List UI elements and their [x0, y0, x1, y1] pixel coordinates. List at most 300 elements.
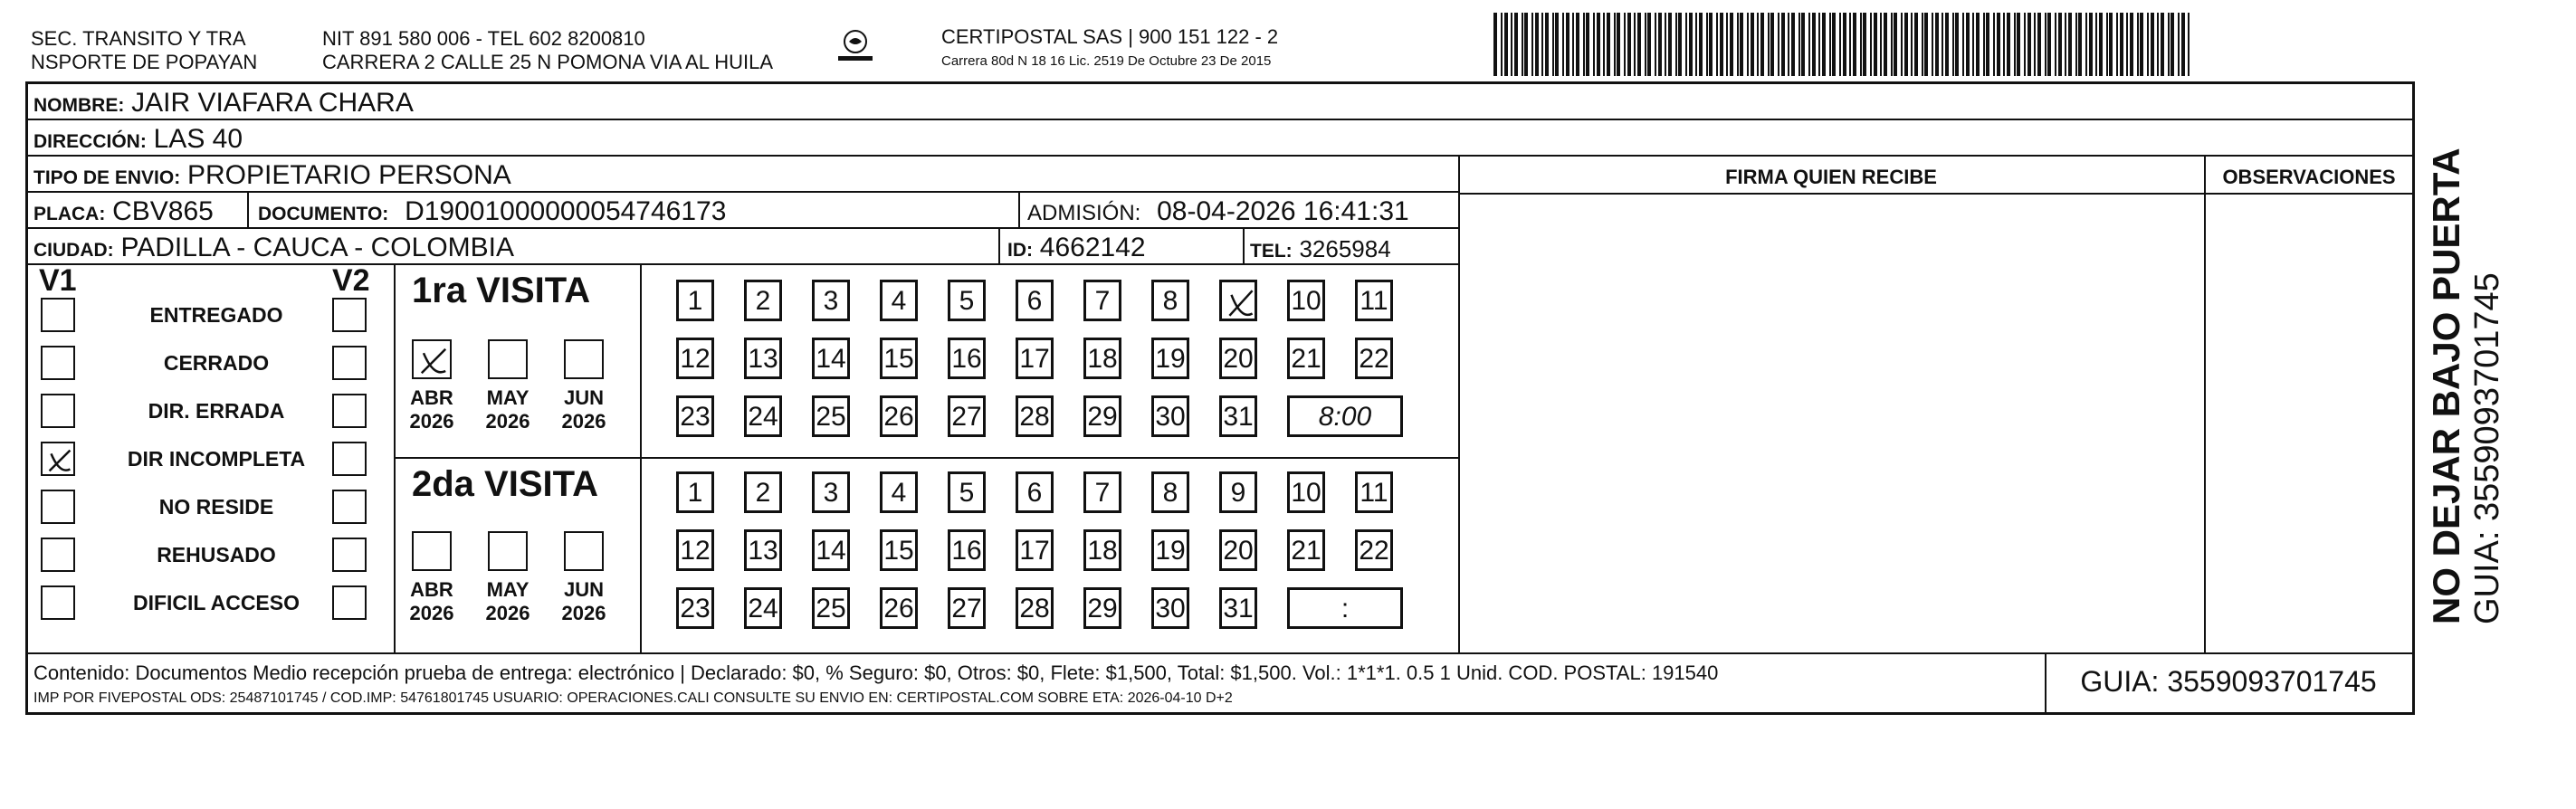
status-v1-checkbox[interactable]: [41, 538, 75, 572]
barcode-bar: [1884, 13, 1887, 76]
firma-label: FIRMA QUIEN RECIBE: [1725, 166, 1937, 188]
ciudad-label: CIUDAD:: [33, 240, 114, 261]
barcode-bar: [1522, 13, 1523, 76]
day-box[interactable]: 7: [1083, 471, 1121, 513]
company-info: [941, 25, 1278, 71]
barcode-bar: [1583, 13, 1585, 76]
month-name: JUN: [563, 386, 604, 409]
status-label: DIR INCOMPLETA: [127, 447, 306, 471]
month-year: 2026: [561, 410, 606, 433]
sender-name: [31, 27, 257, 74]
barcode-bar: [1839, 13, 1841, 76]
barcode-bar: [1726, 13, 1728, 76]
barcode-bar: [2147, 13, 2149, 76]
month-checkbox[interactable]: [564, 339, 604, 379]
day-box[interactable]: 8: [1151, 471, 1189, 513]
barcode-bar: [2017, 13, 2020, 76]
certipostal-logo-icon: [833, 25, 878, 71]
day-box[interactable]: 21: [1287, 529, 1325, 571]
barcode-bar: [2047, 13, 2051, 76]
status-v1-checkbox[interactable]: [41, 585, 75, 620]
barcode-bar: [2181, 13, 2185, 76]
day-box[interactable]: 17: [1016, 338, 1054, 379]
day-box[interactable]: 26: [880, 395, 918, 437]
footer-top-border: [28, 652, 2412, 654]
barcode-bar: [1634, 13, 1636, 76]
barcode-bar: [1935, 13, 1939, 76]
barcode-bar: [1901, 13, 1903, 76]
row-ciudad: [28, 229, 1458, 265]
day-box[interactable]: 4: [880, 471, 918, 513]
barcode-bar: [1720, 13, 1723, 76]
status-v1-checkbox[interactable]: [41, 346, 75, 380]
barcode-bar: [1709, 13, 1713, 76]
barcode-bar: [2151, 13, 2154, 76]
barcode-bar: [1637, 13, 1641, 76]
status-v2-checkbox[interactable]: [332, 346, 367, 380]
day-box[interactable]: 23: [676, 395, 714, 437]
day-box[interactable]: 16: [948, 529, 986, 571]
barcode-bar: [1791, 13, 1795, 76]
barcode-bar: [1655, 13, 1656, 76]
barcode-bar: [1808, 13, 1810, 76]
side-labels: [2426, 81, 2507, 624]
barcode-bar: [1572, 13, 1574, 76]
status-v2-checkbox[interactable]: [332, 394, 367, 428]
barcode-bar: [1942, 13, 1943, 76]
barcode-bar: [1952, 13, 1954, 76]
sender-address: CARRERA 2 CALLE 25 N POMONA VIA AL HUILA: [322, 51, 774, 73]
month-checkbox[interactable]: [412, 339, 452, 379]
barcode-bar: [1552, 13, 1554, 76]
status-v1-checkbox[interactable]: [41, 490, 75, 524]
admision-label: ADMISIÓN:: [1027, 201, 1141, 225]
time-field[interactable]: :: [1287, 587, 1403, 629]
barcode-bar: [2045, 13, 2046, 76]
day-box[interactable]: 24: [744, 395, 782, 437]
day-box[interactable]: 10: [1287, 280, 1325, 321]
day-box[interactable]: 26: [880, 587, 918, 629]
barcode-bar: [1645, 13, 1646, 76]
barcode-bar: [2089, 13, 2093, 76]
barcode-bar: [2157, 13, 2159, 76]
status-label: NO RESIDE: [158, 495, 274, 519]
barcode-bar: [1843, 13, 1846, 76]
barcode-bar: [1976, 13, 1980, 76]
day-box[interactable]: 24: [744, 587, 782, 629]
status-label: DIFICIL ACCESO: [132, 591, 300, 614]
barcode-bar: [1914, 13, 1918, 76]
barcode-bar: [1493, 13, 1497, 76]
barcode-bar: [1770, 13, 1774, 76]
barcode-bar: [2161, 13, 2164, 76]
placa-value: CBV865: [112, 196, 214, 226]
barcode-bar: [1891, 13, 1893, 76]
barcode-bar: [2178, 13, 2180, 76]
month-label: [405, 578, 459, 625]
sender-nit: NIT 891 580 006 - TEL 602 8200810: [322, 27, 645, 50]
barcode-bar: [2075, 13, 2077, 76]
day-box[interactable]: 11: [1355, 471, 1393, 513]
barcode-bar: [1566, 13, 1569, 76]
barcode-bar: [1624, 13, 1626, 76]
barcode-bar: [2095, 13, 2097, 76]
barcode-bar: [1699, 13, 1703, 76]
month-name: ABR: [410, 386, 453, 409]
day-box[interactable]: 31: [1219, 587, 1257, 629]
day-box[interactable]: 2: [744, 280, 782, 321]
status-v2-checkbox[interactable]: [332, 538, 367, 572]
day-box[interactable]: 20: [1219, 529, 1257, 571]
day-box[interactable]: [1219, 280, 1257, 321]
visit1-title: 1ra VISITA: [412, 271, 591, 310]
day-box[interactable]: 2: [744, 471, 782, 513]
day-box[interactable]: 14: [812, 338, 850, 379]
barcode-bar: [2034, 13, 2036, 76]
barcode-bar: [1812, 13, 1816, 76]
month-label: [405, 386, 459, 433]
barcode-bar: [1966, 13, 1970, 76]
barcode-bar: [1863, 13, 1866, 76]
divider: [998, 229, 1000, 265]
status-label: CERRADO: [163, 351, 270, 375]
delivery-form: [25, 81, 2415, 715]
day-box[interactable]: 29: [1083, 395, 1121, 437]
barcode-bar: [1781, 13, 1785, 76]
barcode-bar: [2171, 13, 2174, 76]
barcode-bar: [1849, 13, 1851, 76]
month-year: 2026: [409, 602, 454, 624]
barcode-bar: [2037, 13, 2041, 76]
barcode-bar: [1607, 13, 1610, 76]
barcode-bar: [2137, 13, 2139, 76]
barcode-bar: [1586, 13, 1589, 76]
status-v2-checkbox[interactable]: [332, 442, 367, 476]
barcode-bar: [1983, 13, 1985, 76]
month-name: MAY: [486, 386, 530, 409]
month-year: 2026: [561, 602, 606, 624]
month-checkbox[interactable]: [564, 531, 604, 571]
barcode-bar: [2078, 13, 2082, 76]
barcode-bar: [2055, 13, 2056, 76]
barcode-bar: [1597, 13, 1600, 76]
barcode-bar: [2140, 13, 2143, 76]
month-label: [557, 578, 611, 625]
firma-left-border: [1458, 157, 1460, 654]
barcode-bar: [2024, 13, 2026, 76]
status-label: REHUSADO: [157, 543, 276, 566]
barcode-bar: [2168, 13, 2170, 76]
v2-heading: V2: [332, 263, 370, 298]
id-value: 4662142: [1039, 233, 1146, 262]
observaciones-field[interactable]: [2208, 196, 2410, 652]
month-checkbox[interactable]: [412, 531, 452, 571]
barcode-bar: [1535, 13, 1539, 76]
obs-left-border: [2204, 157, 2206, 654]
barcode-bar: [1730, 13, 1733, 76]
firma-field[interactable]: [1462, 196, 2202, 652]
day-box[interactable]: 15: [880, 338, 918, 379]
day-box[interactable]: 16: [948, 338, 986, 379]
nombre-value: JAIR VIAFARA CHARA: [131, 88, 414, 118]
barcode-bar: [1678, 13, 1682, 76]
day-box[interactable]: 22: [1355, 529, 1393, 571]
barcode-bar: [1685, 13, 1687, 76]
barcode-bar: [2068, 13, 2072, 76]
v1-heading: V1: [39, 263, 77, 298]
day-box[interactable]: 6: [1016, 471, 1054, 513]
month-checkbox[interactable]: [488, 531, 528, 571]
barcode-bar: [1665, 13, 1666, 76]
barcode-bar: [2085, 13, 2087, 76]
barcode-bar: [1617, 13, 1620, 76]
barcode-bar: [1874, 13, 1877, 76]
barcode-bar: [1818, 13, 1820, 76]
day-box[interactable]: 17: [1016, 529, 1054, 571]
barcode-bar: [2058, 13, 2062, 76]
tel-value: 3265984: [1299, 235, 1391, 262]
barcode-bar: [2126, 13, 2128, 76]
ciudad-value: PADILLA - CAUCA - COLOMBIA: [120, 233, 514, 262]
barcode-bar: [2120, 13, 2123, 76]
sender-info: [322, 27, 773, 74]
day-box[interactable]: 12: [676, 338, 714, 379]
status-label: DIR. ERRADA: [148, 399, 285, 423]
barcode-bar: [1668, 13, 1672, 76]
barcode-bar: [1647, 13, 1651, 76]
month-label: [481, 578, 535, 625]
day-box[interactable]: 5: [948, 280, 986, 321]
day-box[interactable]: 30: [1151, 587, 1189, 629]
barcode-bar: [1695, 13, 1697, 76]
barcode-bar: [1514, 13, 1518, 76]
day-box[interactable]: 11: [1355, 280, 1393, 321]
barcode-bar: [1524, 13, 1528, 76]
check-mark-icon: [1222, 282, 1260, 324]
barcode-bar: [1945, 13, 1949, 76]
barcode-bar: [1501, 13, 1503, 76]
barcode-bar: [1555, 13, 1559, 76]
barcode-bar: [2188, 13, 2190, 76]
barcode-bar: [1768, 13, 1770, 76]
barcode-bar: [1788, 13, 1789, 76]
barcode-bar: [2014, 13, 2016, 76]
barcode-bar: [1904, 13, 1908, 76]
row-tipo: [28, 157, 1458, 193]
day-box[interactable]: 18: [1083, 338, 1121, 379]
day-box[interactable]: 23: [676, 587, 714, 629]
barcode-bar: [1545, 13, 1549, 76]
status-v2-checkbox[interactable]: [332, 585, 367, 620]
barcode-bar: [1760, 13, 1764, 76]
barcode-bar: [1658, 13, 1662, 76]
month-year: 2026: [409, 410, 454, 433]
barcode-bar: [1562, 13, 1564, 76]
day-box[interactable]: 13: [744, 338, 782, 379]
divider: [1243, 229, 1245, 265]
day-box[interactable]: 25: [812, 587, 850, 629]
barcode: [1493, 13, 2190, 76]
barcode-bar: [1757, 13, 1759, 76]
barcode-bar: [1932, 13, 1933, 76]
month-checkbox[interactable]: [488, 339, 528, 379]
status-v1-checkbox[interactable]: [41, 394, 75, 428]
barcode-bar: [1541, 13, 1543, 76]
tipo-label: TIPO DE ENVIO:: [33, 167, 181, 188]
day-box[interactable]: 29: [1083, 587, 1121, 629]
observaciones-label: OBSERVACIONES: [2222, 166, 2396, 188]
month-name: JUN: [563, 578, 604, 601]
documento-label: DOCUMENTO:: [258, 204, 389, 224]
company-license: Carrera 80d N 18 16 Lic. 2519 De Octubre 23 De 2015: [941, 53, 1272, 69]
month-label: [481, 386, 535, 433]
day-box[interactable]: 28: [1016, 395, 1054, 437]
visit-divider: [394, 457, 1458, 459]
day-box[interactable]: 13: [744, 529, 782, 571]
barcode-bar: [2116, 13, 2118, 76]
company-name: CERTIPOSTAL SAS | 900 151 122 - 2: [941, 25, 1279, 48]
barcode-bar: [1829, 13, 1831, 76]
barcode-bar: [1716, 13, 1718, 76]
footer-content: Contenido: Documentos Medio recepción prueba de entrega: electrónico | Declarado: $0, % Seguro: $0, Otros: $0, Flete: $1,500, Total: $1,500. Vol.: 1*1*1. 0.5 1 Unid. COD. POSTAL: 191540: [33, 661, 1719, 684]
direccion-label: DIRECCIÓN:: [33, 131, 147, 152]
barcode-bar: [1689, 13, 1693, 76]
day-box[interactable]: 27: [948, 395, 986, 437]
month-divider: [640, 265, 642, 654]
visit2-title: 2da VISITA: [412, 464, 598, 504]
day-box[interactable]: 18: [1083, 529, 1121, 571]
barcode-bar: [1972, 13, 1974, 76]
barcode-bar: [1737, 13, 1739, 76]
barcode-bar: [1962, 13, 1964, 76]
check-mark-icon: [414, 341, 453, 381]
barcode-bar: [1860, 13, 1862, 76]
day-box[interactable]: 19: [1151, 529, 1189, 571]
day-box[interactable]: 27: [948, 587, 986, 629]
status-divider: [394, 265, 396, 654]
time-field[interactable]: 8:00: [1287, 395, 1403, 437]
barcode-bar: [1801, 13, 1805, 76]
barcode-bar: [2099, 13, 2103, 76]
day-box[interactable]: 1: [676, 471, 714, 513]
row-placa: [28, 193, 1458, 229]
barcode-bar: [1593, 13, 1595, 76]
day-box[interactable]: 14: [812, 529, 850, 571]
day-box[interactable]: 30: [1151, 395, 1189, 437]
day-box[interactable]: 22: [1355, 338, 1393, 379]
barcode-bar: [1924, 13, 1928, 76]
day-box[interactable]: 20: [1219, 338, 1257, 379]
day-box[interactable]: 8: [1151, 280, 1189, 321]
day-box[interactable]: 15: [880, 529, 918, 571]
tipo-value: PROPIETARIO PERSONA: [186, 160, 511, 190]
status-v1-checkbox[interactable]: [41, 298, 75, 332]
divider: [1018, 193, 1020, 229]
barcode-bar: [1627, 13, 1631, 76]
barcode-bar: [2109, 13, 2113, 76]
placa-label: PLACA:: [33, 204, 106, 224]
barcode-bar: [2130, 13, 2133, 76]
barcode-bar: [1822, 13, 1826, 76]
row-direccion: [28, 120, 2412, 157]
barcode-bar: [1993, 13, 1995, 76]
barcode-bar: [1751, 13, 1754, 76]
month-label: [557, 386, 611, 433]
barcode-bar: [1747, 13, 1749, 76]
day-box[interactable]: 9: [1219, 471, 1257, 513]
barcode-bar: [1511, 13, 1512, 76]
barcode-bar: [1955, 13, 1959, 76]
day-box[interactable]: 10: [1287, 471, 1325, 513]
direccion-value: LAS 40: [153, 124, 243, 154]
barcode-bar: [1614, 13, 1616, 76]
barcode-bar: [2027, 13, 2031, 76]
barcode-bar: [1740, 13, 1743, 76]
barcode-bar: [1778, 13, 1779, 76]
check-mark-icon: [43, 443, 77, 478]
month-name: ABR: [410, 578, 453, 601]
month-name: MAY: [486, 578, 530, 601]
day-box[interactable]: 6: [1016, 280, 1054, 321]
month-year: 2026: [485, 602, 530, 624]
footer-imp: IMP POR FIVEPOSTAL ODS: 25487101745 / COD.IMP: 54761801745 USUARIO: OPERACIONES.CALI CONSULTE SU ENVIO EN: CERTIPOSTAL.COM SOBRE ETA: 2026-04-10 D+2: [33, 690, 1233, 706]
admision-value: 08-04-2026 16:41:31: [1157, 196, 1409, 226]
barcode-bar: [1706, 13, 1708, 76]
sender-line2: NSPORTE DE POPAYAN: [31, 51, 258, 73]
firma-header-border: [1458, 193, 2412, 195]
barcode-bar: [1922, 13, 1923, 76]
status-v2-checkbox[interactable]: [332, 298, 367, 332]
day-box[interactable]: 1: [676, 280, 714, 321]
barcode-bar: [1504, 13, 1508, 76]
status-v1-checkbox[interactable]: [41, 442, 75, 476]
barcode-bar: [1894, 13, 1897, 76]
nombre-label: NOMBRE:: [33, 95, 125, 116]
barcode-bar: [1986, 13, 1989, 76]
barcode-bar: [1531, 13, 1533, 76]
day-box[interactable]: 7: [1083, 280, 1121, 321]
day-box[interactable]: 19: [1151, 338, 1189, 379]
day-box[interactable]: 5: [948, 471, 986, 513]
barcode-bar: [1675, 13, 1677, 76]
day-box[interactable]: 3: [812, 280, 850, 321]
barcode-bar: [2003, 13, 2005, 76]
barcode-bar: [2007, 13, 2010, 76]
barcode-bar: [1853, 13, 1856, 76]
day-box[interactable]: 12: [676, 529, 714, 571]
day-box[interactable]: 31: [1219, 395, 1257, 437]
barcode-bar: [1911, 13, 1913, 76]
day-box[interactable]: 25: [812, 395, 850, 437]
side-guia: GUIA: 3559093701745: [2468, 272, 2506, 624]
month-year: 2026: [485, 410, 530, 433]
day-box[interactable]: 4: [880, 280, 918, 321]
status-v2-checkbox[interactable]: [332, 490, 367, 524]
divider: [247, 193, 249, 229]
barcode-bar: [1997, 13, 2000, 76]
barcode-bar: [1880, 13, 1882, 76]
day-box[interactable]: 3: [812, 471, 850, 513]
day-box[interactable]: 28: [1016, 587, 1054, 629]
id-label: ID:: [1007, 240, 1033, 261]
sender-line1: SEC. TRANSITO Y TRA: [31, 27, 246, 50]
side-warning: NO DEJAR BAJO PUERTA: [2425, 148, 2467, 624]
status-label: ENTREGADO: [149, 303, 283, 327]
barcode-bar: [2106, 13, 2108, 76]
barcode-bar: [1832, 13, 1836, 76]
row-nombre: [28, 84, 2412, 120]
day-box[interactable]: 21: [1287, 338, 1325, 379]
